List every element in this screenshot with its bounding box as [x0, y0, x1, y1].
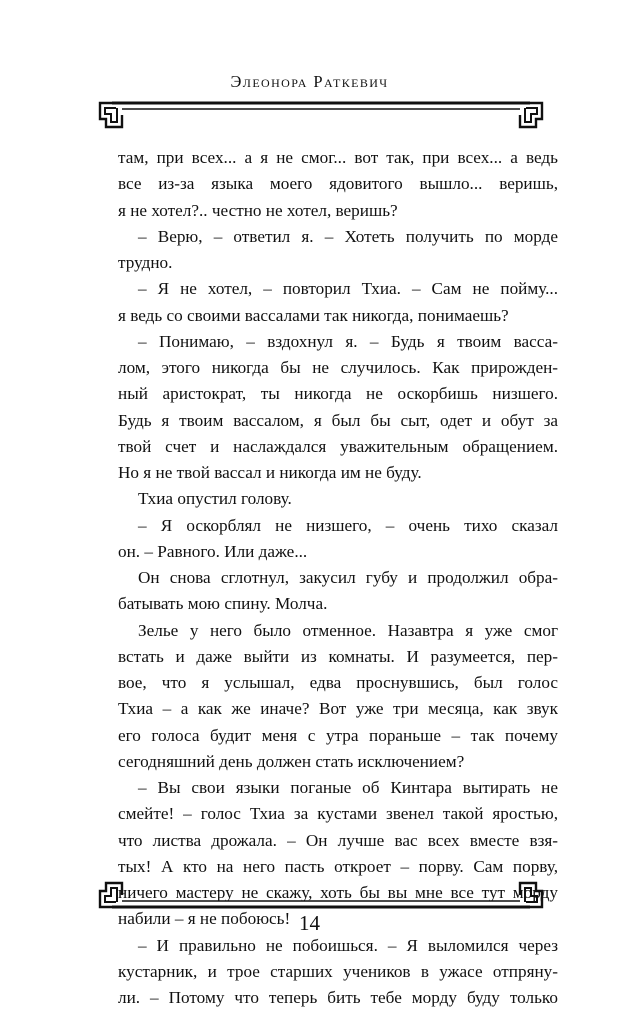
text-line: лом, этого никогда бы не случилось. Как прирожден- [118, 358, 558, 377]
text-line: его голоса будит меня с утра пораньше – так почему [118, 725, 558, 745]
text-line: Он снова сглотнул, закусил губу и продолжил обра- [138, 568, 558, 587]
text-line: Тхиа – а как же иначе? Вот уже три месяца, как звук [118, 699, 558, 719]
text-line: Тхиа опустил голову. [138, 489, 292, 509]
text-line: он. – Равного. Или даже... [118, 541, 308, 561]
text-line: – Вы свои языки поганые об Кинтара вытирать не [138, 778, 558, 797]
text-line: – Понимаю, – вздохнул я. – Будь я твоим васса- [138, 331, 558, 351]
text-line: батывать мою спину. Молча. [118, 594, 328, 614]
text-line: встать и даже выйти из комнаты. И разумеется, пер- [118, 646, 558, 666]
text-line: трудно. [118, 253, 173, 272]
text-line: я ведь со своими вассалами так никогда, понимаешь? [118, 305, 509, 325]
text-line: – И правильно не побоишься. – Я выломился через [138, 935, 558, 955]
text-line: тых! А кто на него пасть откроет – порву. Сам порву, [118, 856, 558, 876]
text-line: смейте! – голос Тхиа за кустами звенел такой яростью, [118, 804, 558, 824]
text-line: кустарник, и трое старших учеников в ужасе отпряну- [118, 961, 558, 981]
text-line: вое, что я услышал, едва проснувшись, был голос [118, 673, 558, 692]
running-head-author: Элеонора Раткевич [230, 72, 389, 91]
text-line: все из-за языка моего ядовитого вышло... веришь, [118, 174, 558, 194]
text-line: – Я оскорблял не низшего, – очень тихо сказал [138, 515, 558, 535]
text-line: там, при всех... а я не смог... вот так, при всех... а ведь [118, 148, 558, 167]
top-ornament-rule [96, 99, 546, 135]
text-line: твой счет и наслаждался уважительным обращением. [118, 436, 558, 456]
text-line: ный аристократ, ты никогда не оскорбишь низшего. [118, 384, 558, 404]
text-line: что листва дрожала. – Он лучше вас всех вместе взя- [118, 830, 558, 850]
text-line: сегодняшний день должен стать исключением? [118, 751, 465, 771]
bottom-ornament-rule [96, 875, 546, 911]
text-line: – Я не хотел, – повторил Тхиа. – Сам не пойму... [138, 279, 558, 299]
text-line: Зелье у него было отменное. Назавтра я уже смог [138, 620, 558, 640]
text-line: – Верю, – ответил я. – Хотеть получить по морде [138, 226, 558, 246]
text-line: я не хотел?.. честно не хотел, веришь? [118, 200, 398, 220]
text-line: Будь я твоим вассалом, я был бы сыт, одет и обут за [118, 410, 558, 430]
text-line: ничего мастеру не скажу, хоть бы вы мне все тут морду [118, 883, 558, 902]
text-line: ли. – Потому что теперь бить тебе морду буду только [118, 988, 558, 1007]
text-line: Но я не твой вассал и никогда им не буду. [118, 463, 422, 482]
page-number: 14 [299, 911, 320, 935]
text-line: набили – я не побоюсь! [118, 909, 291, 929]
